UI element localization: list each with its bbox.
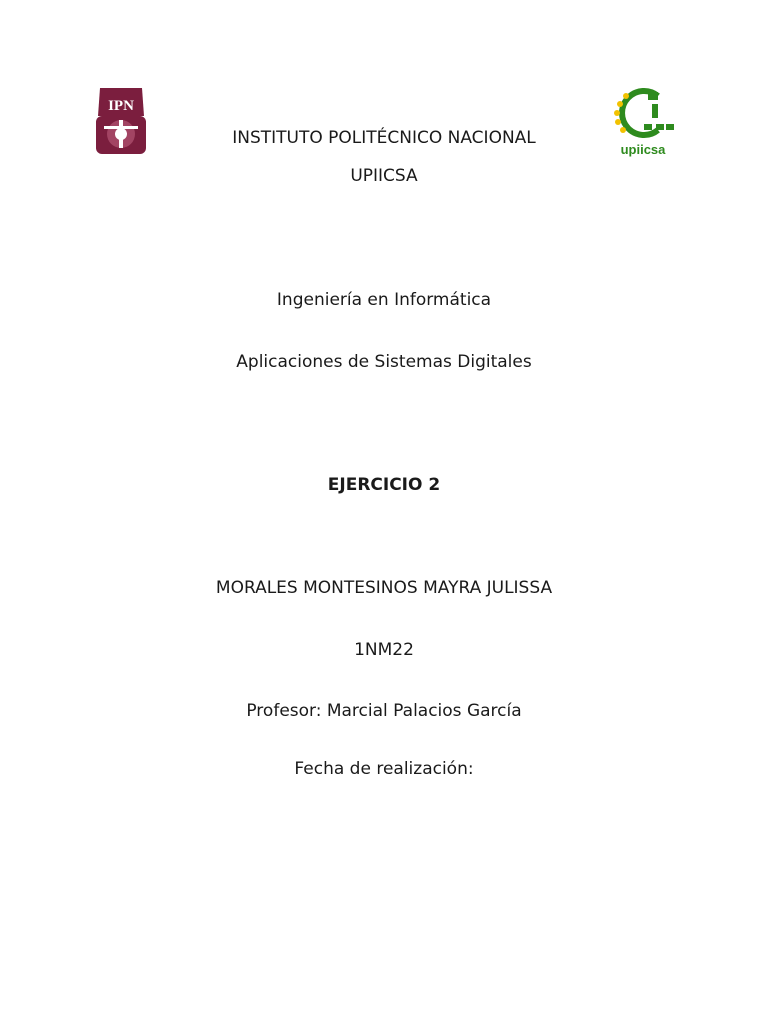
ipn-logo-text: IPN (108, 98, 134, 114)
group-code: 1NM22 (354, 640, 414, 660)
teacher-name: Profesor: Marcial Palacios García (246, 701, 522, 721)
student-name: MORALES MONTESINOS MAYRA JULISSA (215, 578, 553, 598)
upiicsa-logo-text: upiicsa (620, 142, 666, 157)
assignment-title: EJERCICIO 2 (327, 475, 441, 495)
subject-name: Aplicaciones de Sistemas Digitales (236, 352, 532, 372)
date-label: Fecha de realización: (294, 759, 474, 779)
institute-name: INSTITUTO POLITÉCNICO NACIONAL (232, 128, 536, 148)
school-name: UPIICSA (350, 166, 418, 186)
career-name: Ingeniería en Informática (276, 290, 492, 310)
